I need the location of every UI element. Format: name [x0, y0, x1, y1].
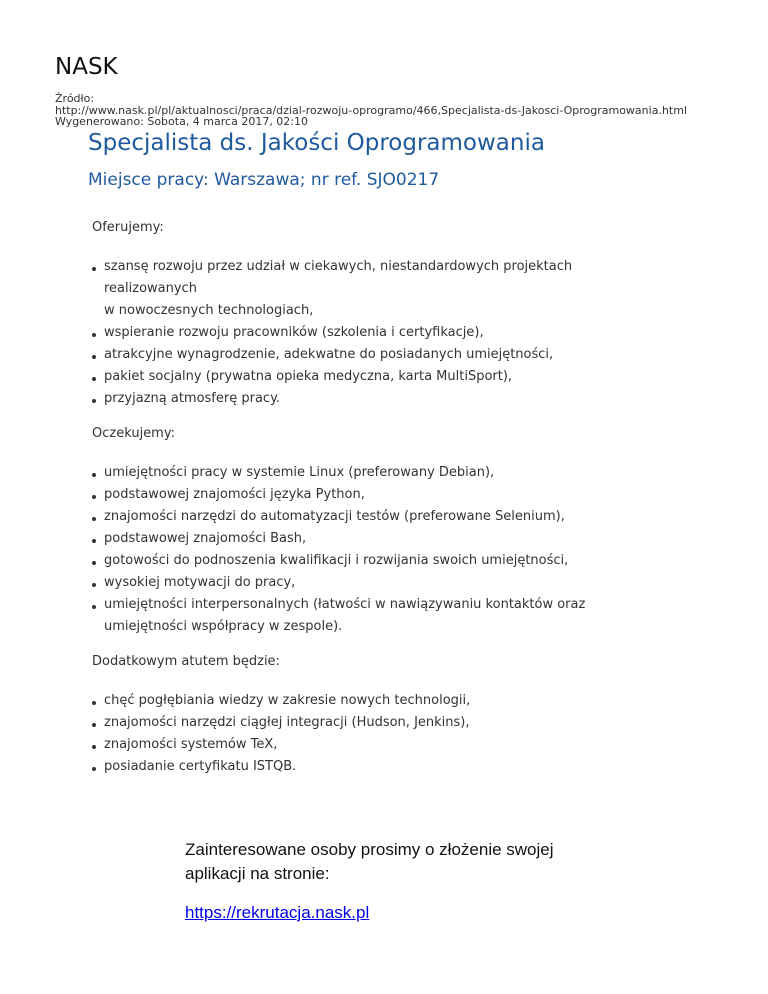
offer-item-text: szansę rozwoju przez udział w ciekawych, niestandardowych projektach — [104, 259, 573, 274]
offer-heading: Oferujemy: — [92, 220, 164, 235]
application-callout — [185, 838, 605, 923]
bonus-item: chęć pogłębiania wiedzy w zakresie nowych technologii, — [92, 690, 612, 712]
offer-item-text: realizowanych — [104, 281, 197, 296]
requirement-item: znajomości narzędzi do automatyzacji testów (preferowane Selenium), — [92, 506, 612, 528]
requirement-item: wysokiej motywacji do pracy, — [92, 572, 612, 594]
offer-item: atrakcyjne wynagrodzenie, adekwatne do posiadanych umiejętności, — [92, 344, 612, 366]
offer-item: wspieranie rozwoju pracowników (szkolenia i certyfikacje), — [92, 322, 612, 344]
bonus-item: znajomości narzędzi ciągłej integracji (Hudson, Jenkins), — [92, 712, 612, 734]
generated-date: Wygenerowano: Sobota, 4 marca 2017, 02:10 — [55, 115, 309, 128]
offer-item: pakiet socjalny (prywatna opieka medyczna, karta MultiSport), — [92, 366, 612, 388]
requirement-item — [92, 594, 612, 638]
job-description — [92, 218, 612, 778]
offer-list — [92, 256, 612, 410]
requirement-item: podstawowej znajomości języka Python, — [92, 484, 612, 506]
source-label: Źródło: — [55, 92, 95, 105]
offer-item-text: w nowoczesnych technologiach, — [104, 303, 314, 318]
job-subtitle: Miejsce pracy: Warszawa; nr ref. SJO0217 — [88, 170, 440, 190]
bonus-item: znajomości systemów TeX, — [92, 734, 612, 756]
offer-item: przyjazną atmosferę pracy. — [92, 388, 612, 410]
cta-text-line-1: Zainteresowane osoby prosimy o złożenie swojej — [185, 840, 554, 859]
bonus-heading: Dodatkowym atutem będzie: — [92, 654, 280, 669]
meta-info — [55, 93, 687, 128]
cta-text-line-2: aplikacji na stronie: — [185, 864, 330, 883]
site-name: NASK — [55, 54, 118, 80]
requirement-item-text: umiejętności interpersonalnych (łatwości w nawiązywaniu kontaktów oraz — [104, 597, 586, 612]
requirement-item: gotowości do podnoszenia kwalifikacji i rozwijania swoich umiejętności, — [92, 550, 612, 572]
bonus-list — [92, 690, 612, 778]
requirement-item: umiejętności pracy w systemie Linux (preferowany Debian), — [92, 462, 612, 484]
requirement-item-text: umiejętności współpracy w zespole). — [104, 619, 343, 634]
requirements-list — [92, 462, 612, 638]
job-title: Specjalista ds. Jakości Oprogramowania — [88, 130, 545, 156]
requirements-heading: Oczekujemy: — [92, 426, 175, 441]
source-url: http://www.nask.pl/pl/aktualnosci/praca/dzial-rozwoju-oprogramo/466,Specjalista-ds-Jakosci-Oprogramowania.html — [55, 103, 687, 117]
requirement-item: podstawowej znajomości Bash, — [92, 528, 612, 550]
offer-item — [92, 256, 612, 322]
bonus-item: posiadanie certyfikatu ISTQB. — [92, 756, 612, 778]
recruitment-link[interactable]: https://rekrutacja.nask.pl — [185, 903, 370, 922]
